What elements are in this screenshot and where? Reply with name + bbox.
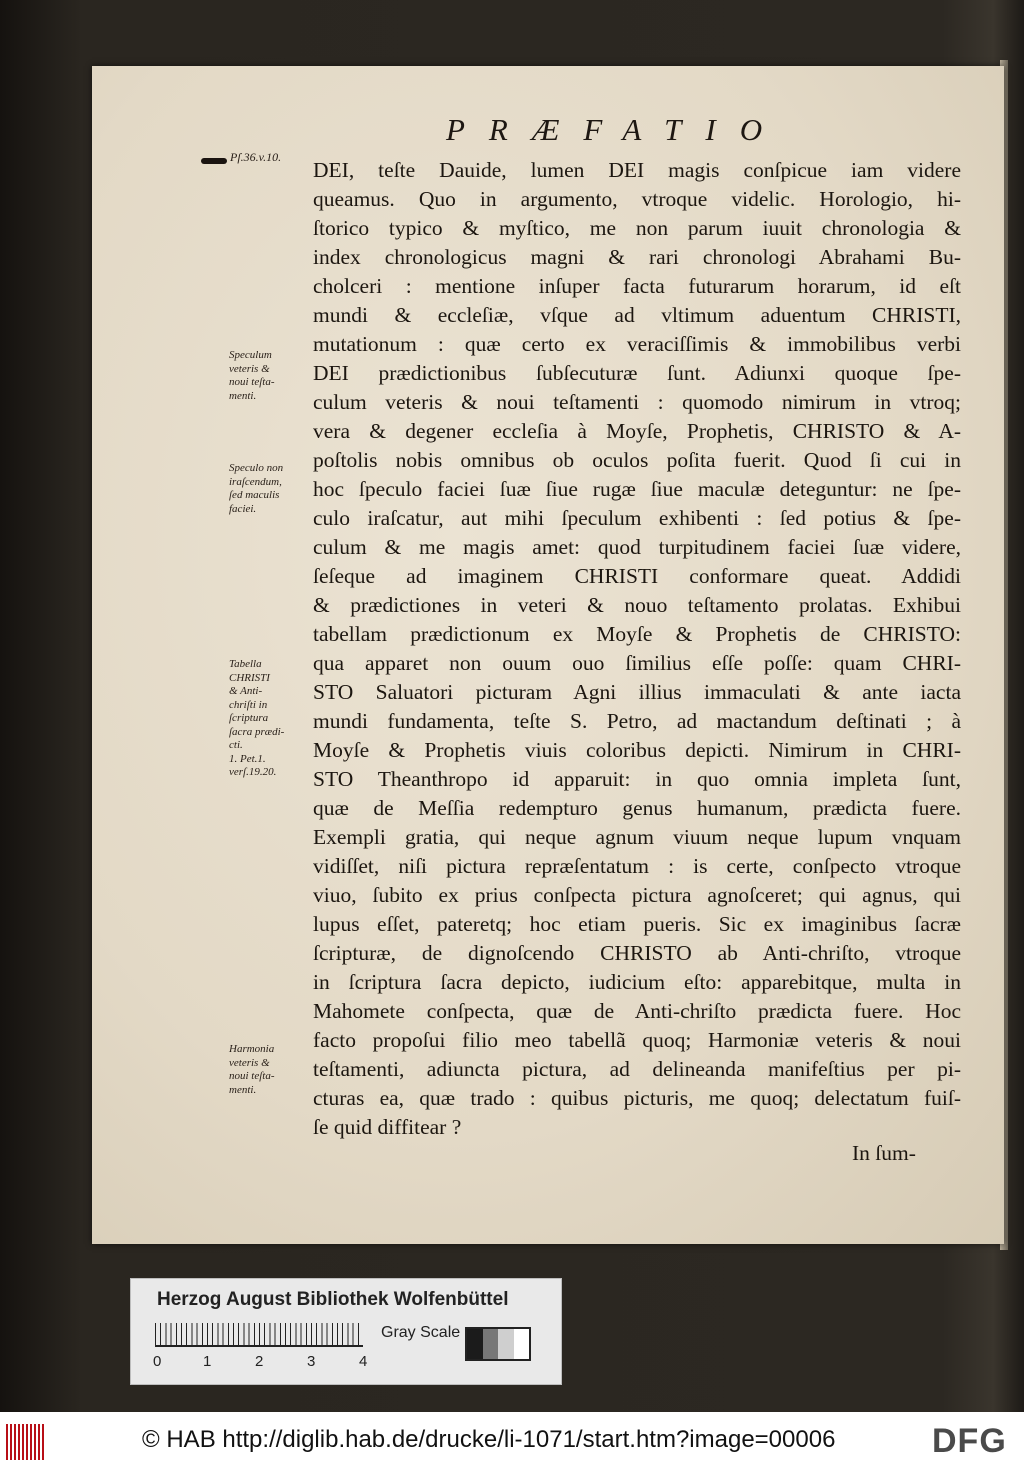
text-line: in ſcriptura ſacra depicto, iudicium eſto: apparebitque, multa in <box>313 970 961 994</box>
gray-swatch-patch <box>467 1329 483 1359</box>
copyright-url[interactable]: © HAB http://diglib.hab.de/drucke/li-1071/start.htm?image=00006 <box>142 1426 836 1453</box>
gray-scale-label: Gray Scale <box>381 1324 461 1341</box>
ruler-scale <box>155 1323 363 1347</box>
text-line: teſtamenti, adiuncta pictura, ad delineanda manifeſtius per pi- <box>313 1057 961 1081</box>
ruler-number: 2 <box>255 1353 264 1370</box>
gray-swatch-patch <box>514 1329 530 1359</box>
text-line: culum & me magis amet: quod turpitudinem faciei ſuæ videre, <box>313 535 961 559</box>
text-line: lupus eſſet, pateretq; hoc etiam pueris. Sic ex imaginibus ſacræ <box>313 912 961 936</box>
dfg-logo: DFG <box>932 1422 1007 1460</box>
gray-swatch-patch <box>498 1329 514 1359</box>
text-line: hoc ſpeculo faciei ſuæ ſiue rugæ ſiue maculæ deteguntur: ne ſpe- <box>313 477 961 501</box>
text-line: poſtolis nobis omnibus ob oculos poſita fuerit. Quod ſi cui in <box>313 448 961 472</box>
running-head: PRÆFATIO <box>446 112 787 147</box>
text-line: tabellam prædictionum ex Moyſe & Prophetis de CHRISTO: <box>313 622 961 646</box>
margin-note-harmonia: Harmonia veteris & noui teſta- menti. <box>229 1043 275 1096</box>
text-line: mundi & eccleſiæ, vſque ad vltimum aduentum CHRISTI, <box>313 303 961 327</box>
text-line: ſe quid diffitear ? <box>313 1115 462 1139</box>
text-line: index chronologicus magni & rari chronologi Abrahami Bu- <box>313 245 961 269</box>
ruler-number: 0 <box>153 1353 162 1370</box>
margin-reference-top: Pſ.36.v.10. <box>230 150 282 164</box>
library-name: Herzog August Bibliothek Wolfenbüttel <box>157 1289 509 1310</box>
catchword: In ſum- <box>852 1141 916 1165</box>
text-line: Mahomete conſpecta, quæ de Anti-chriſto prædicta fuere. Hoc <box>313 999 961 1023</box>
margin-note-tabella: Tabella CHRISTI & Anti- chriſti in ſcriptura ſacra prædi- cti. 1. Pet.1. verſ.19.20. <box>229 658 285 778</box>
text-line: mutationum : quæ certo ex veraciſſimis & immobilibus verbi <box>313 332 961 356</box>
margin-note-speculo-non: Speculo non iraſcendum, ſed maculis faciei. <box>229 462 284 515</box>
text-line: mundi fundamenta, teſte S. Petro, ad mactandum deſtinati ; à <box>313 709 961 733</box>
text-line: culo iraſcatur, aut mihi ſpeculum exhibenti : ſed potius & ſpe- <box>313 506 961 530</box>
text-line: DEI, teſte Dauide, lumen DEI magis conſpicue iam videre <box>313 158 961 182</box>
text-line: Moyſe & Prophetis viuis coloribus depicti. Nimirum in CHRI- <box>313 738 961 762</box>
ruler-number: 1 <box>203 1353 212 1370</box>
text-line: Exempli gratia, qui neque agnum viuum neque lupum vnquam <box>313 825 961 849</box>
manicule-pointer-icon <box>201 158 227 164</box>
text-line: queamus. Quo in argumento, vtroque videlic. Horologio, hi- <box>313 187 961 211</box>
text-line: vera & degener eccleſia à Moyſe, Prophetis, CHRISTO & A- <box>313 419 961 443</box>
text-line: facto propoſui filio meo tabellã quoq; Harmoniæ veteris & noui <box>313 1028 961 1052</box>
text-line: ſcripturæ, de dignoſcendo CHRISTO ab Anti-chriſto, vtroque <box>313 941 961 965</box>
gray-scale-swatch <box>465 1327 531 1361</box>
text-line: culum veteris & noui teſtamenti : quomodo nimirum in vtroq; <box>313 390 961 414</box>
text-line: cholceri : mentione inſuper facta futurarum horarum, id eſt <box>313 274 961 298</box>
text-line: DEI prædictionibus ſubſecuturæ ſunt. Adiunxi quoque ſpe- <box>313 361 961 385</box>
barcode-icon <box>6 1424 44 1460</box>
gray-swatch-patch <box>483 1329 499 1359</box>
ruler-number: 4 <box>359 1353 368 1370</box>
text-line: quæ de Meſſia redempturo genus humanum, prædicta fuere. <box>313 796 961 820</box>
margin-note-speculum: Speculum veteris & noui teſta- menti. <box>229 349 275 402</box>
text-line: STO Theanthropo id apparuit: in quo omnia impleta ſunt, <box>313 767 961 791</box>
text-line: vidiſſet, niſi pictura repræſentatum : is certe, conſpecto vtroque <box>313 854 961 878</box>
color-scale-card <box>130 1278 562 1385</box>
text-line: ſtorico typico & myſtico, me non parum iuuit chronologia & <box>313 216 961 240</box>
text-line: viuo, ſubito ex prius conſpecta pictura agnoſceret; qui agnus, qui <box>313 883 961 907</box>
footer-bar <box>0 1412 1024 1473</box>
ruler-number: 3 <box>307 1353 316 1370</box>
text-line: ſeſeque ad imaginem CHRISTI conformare queat. Addidi <box>313 564 961 588</box>
text-line: qua apparet non ouum ouo ſimilius eſſe poſſe: quam CHRI- <box>313 651 961 675</box>
body-text <box>313 156 961 1142</box>
text-line: STO Saluatori picturam Agni illius immaculati & ante iacta <box>313 680 961 704</box>
text-line: & prædictiones in veteri & nouo teſtamento prolatas. Exhibui <box>313 593 961 617</box>
text-line: cturas ea, quæ trado : quibus picturis, me quoq; delectatum fuiſ- <box>313 1086 961 1110</box>
